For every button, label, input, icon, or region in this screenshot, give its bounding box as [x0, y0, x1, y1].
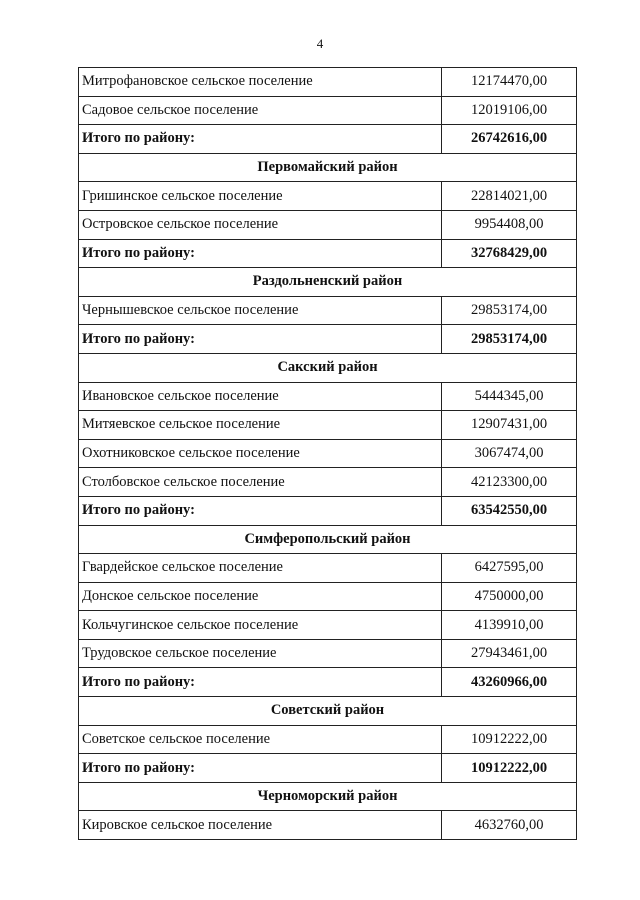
settlement-name: Митрофановское сельское поселение	[79, 68, 442, 97]
settlement-row	[79, 96, 577, 125]
settlement-amount: 9954408,00	[442, 210, 577, 239]
budget-table-body	[79, 68, 577, 840]
settlement-name: Охотниковское сельское поселение	[79, 439, 442, 468]
district-total-row	[79, 754, 577, 783]
settlement-name: Кольчугинское сельское поселение	[79, 611, 442, 640]
district-name: Сакский район	[79, 353, 577, 382]
settlement-row	[79, 296, 577, 325]
total-label: Итого по району:	[79, 125, 442, 154]
settlement-name: Советское сельское поселение	[79, 725, 442, 754]
settlement-amount: 3067474,00	[442, 439, 577, 468]
district-total-row	[79, 125, 577, 154]
settlement-amount: 29853174,00	[442, 296, 577, 325]
total-label: Итого по району:	[79, 754, 442, 783]
total-label: Итого по району:	[79, 668, 442, 697]
settlement-amount: 22814021,00	[442, 182, 577, 211]
district-header-row	[79, 525, 577, 554]
district-total-row	[79, 239, 577, 268]
total-label: Итого по району:	[79, 239, 442, 268]
total-amount: 63542550,00	[442, 496, 577, 525]
total-amount: 29853174,00	[442, 325, 577, 354]
settlement-row	[79, 611, 577, 640]
district-header-row	[79, 353, 577, 382]
settlement-amount: 4139910,00	[442, 611, 577, 640]
page-number: 4	[316, 36, 324, 51]
district-total-row	[79, 668, 577, 697]
settlement-name: Столбовское сельское поселение	[79, 468, 442, 497]
settlement-row	[79, 182, 577, 211]
settlement-row	[79, 811, 577, 840]
district-header-row	[79, 153, 577, 182]
total-amount: 43260966,00	[442, 668, 577, 697]
settlement-name: Гришинское сельское поселение	[79, 182, 442, 211]
settlement-name: Садовое сельское поселение	[79, 96, 442, 125]
settlement-amount: 10912222,00	[442, 725, 577, 754]
settlement-name: Митяевское сельское поселение	[79, 411, 442, 440]
settlement-row	[79, 582, 577, 611]
total-label: Итого по району:	[79, 325, 442, 354]
budget-table	[78, 67, 577, 840]
settlement-name: Трудовское сельское поселение	[79, 639, 442, 668]
settlement-row	[79, 639, 577, 668]
district-header-row	[79, 782, 577, 811]
district-name: Советский район	[79, 697, 577, 726]
settlement-amount: 12907431,00	[442, 411, 577, 440]
settlement-row	[79, 439, 577, 468]
total-amount: 10912222,00	[442, 754, 577, 783]
settlement-row	[79, 468, 577, 497]
settlement-amount: 4750000,00	[442, 582, 577, 611]
district-name: Симферопольский район	[79, 525, 577, 554]
district-name: Черноморский район	[79, 782, 577, 811]
settlement-amount: 12174470,00	[442, 68, 577, 97]
district-header-row	[79, 268, 577, 297]
settlement-row	[79, 725, 577, 754]
district-header-row	[79, 697, 577, 726]
settlement-row	[79, 210, 577, 239]
district-total-row	[79, 325, 577, 354]
settlement-row	[79, 68, 577, 97]
settlement-name: Ивановское сельское поселение	[79, 382, 442, 411]
settlement-row	[79, 382, 577, 411]
settlement-amount: 5444345,00	[442, 382, 577, 411]
settlement-name: Донское сельское поселение	[79, 582, 442, 611]
total-amount: 26742616,00	[442, 125, 577, 154]
settlement-amount: 6427595,00	[442, 554, 577, 583]
district-name: Раздольненский район	[79, 268, 577, 297]
settlement-row	[79, 411, 577, 440]
settlement-name: Гвардейское сельское поселение	[79, 554, 442, 583]
district-total-row	[79, 496, 577, 525]
district-name: Первомайский район	[79, 153, 577, 182]
total-amount: 32768429,00	[442, 239, 577, 268]
settlement-row	[79, 554, 577, 583]
settlement-name: Чернышевское сельское поселение	[79, 296, 442, 325]
settlement-amount: 27943461,00	[442, 639, 577, 668]
settlement-amount: 4632760,00	[442, 811, 577, 840]
settlement-name: Островское сельское поселение	[79, 210, 442, 239]
total-label: Итого по району:	[79, 496, 442, 525]
settlement-name: Кировское сельское поселение	[79, 811, 442, 840]
settlement-amount: 12019106,00	[442, 96, 577, 125]
settlement-amount: 42123300,00	[442, 468, 577, 497]
